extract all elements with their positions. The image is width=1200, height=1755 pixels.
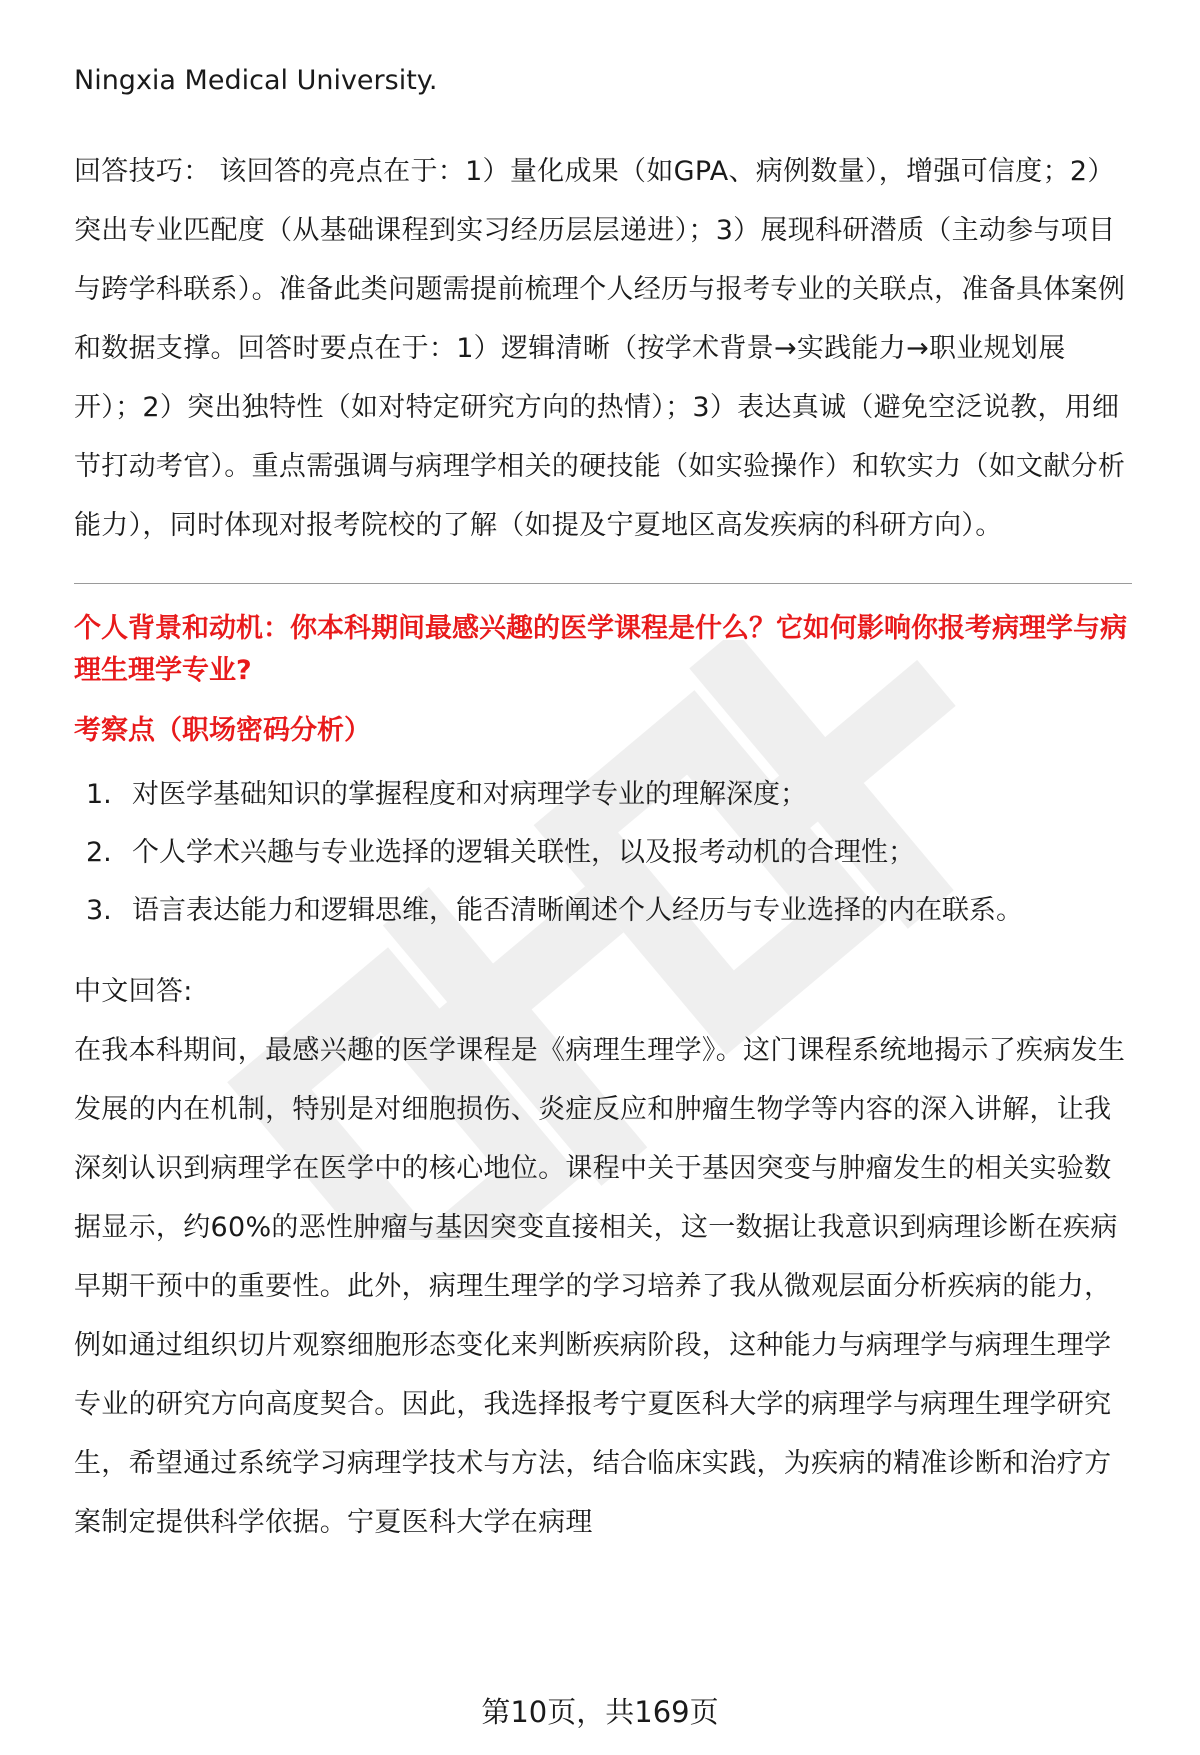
list-item-text: 个人学术兴趣与专业选择的逻辑关联性，以及报考动机的合理性；: [132, 837, 915, 868]
list-item: [74, 882, 1132, 940]
list-item-text: 语言表达能力和逻辑思维，能否清晰阐述个人经历与专业选择的内在联系。: [132, 895, 1023, 926]
assessment-points-list: [74, 766, 1132, 940]
list-item-number: 2.: [86, 837, 112, 868]
list-item: [74, 824, 1132, 882]
answer-body: 在我本科期间，最感兴趣的医学课程是《病理生理学》。这门课程系统地揭示了疾病发生发展的内在机制，特别是对细胞损伤、炎症反应和肿瘤生物学等内容的深入讲解，让我深刻认识到病理学在医学中的核心地位。课程中关于基因突变与肿瘤发生的相关实验数据显示，约60%的恶性肿瘤与基因突变直接相关，这一数据让我意识到病理诊断在疾病早期干预中的重要性。此外，病理生理学的学习培养了我从微观层面分析疾病的能力，例如通过组织切片观察细胞形态变化来判断疾病阶段，这种能力与病理学与病理生理学专业的研究方向高度契合。因此，我选择报考宁夏医科大学的病理学与病理生理学研究生，希望通过系统学习病理学技术与方法，结合临床实践，为疾病的精准诊断和治疗方案制定提供科学依据。宁夏医科大学在病理: [74, 1035, 1126, 1538]
list-item-number: 3.: [86, 895, 112, 926]
list-item-text: 对医学基础知识的掌握程度和对病理学专业的理解深度；: [132, 779, 807, 810]
answer-label: 中文回答:: [74, 976, 193, 1007]
list-item: [74, 766, 1132, 824]
list-item-number: 1.: [86, 779, 112, 810]
assessment-subheading: 考察点（职场密码分析）: [74, 715, 371, 746]
content-area: [74, 58, 1132, 1552]
page-footer: 第10页，共169页: [481, 1695, 719, 1729]
intro-line: Ningxia Medical University.: [74, 65, 438, 96]
question-heading: 个人背景和动机：你本科期间最感兴趣的医学课程是什么？它如何影响你报考病理学与病理生理学专业?: [74, 613, 1127, 686]
tips-paragraph: 回答技巧： 该回答的亮点在于：1）量化成果（如GPA、病例数量），增强可信度；2）突出专业匹配度（从基础课程到实习经历层层递进）；3）展现科研潜质（主动参与项目与跨学科联系）。准备此类问题需提前梳理个人经历与报考专业的关联点，准备具体案例和数据支撑。回答时要点在于：1）逻辑清晰（按学术背景→实践能力→职业规划展开）；2）突出独特性（如对特定研究方向的热情）；3）表达真诚（避免空泛说教，用细节打动考官）。重点需强调与病理学相关的硬技能（如实验操作）和软实力（如文献分析能力），同时体现对报考院校的了解（如提及宁夏地区高发疾病的科研方向）。: [74, 156, 1126, 541]
